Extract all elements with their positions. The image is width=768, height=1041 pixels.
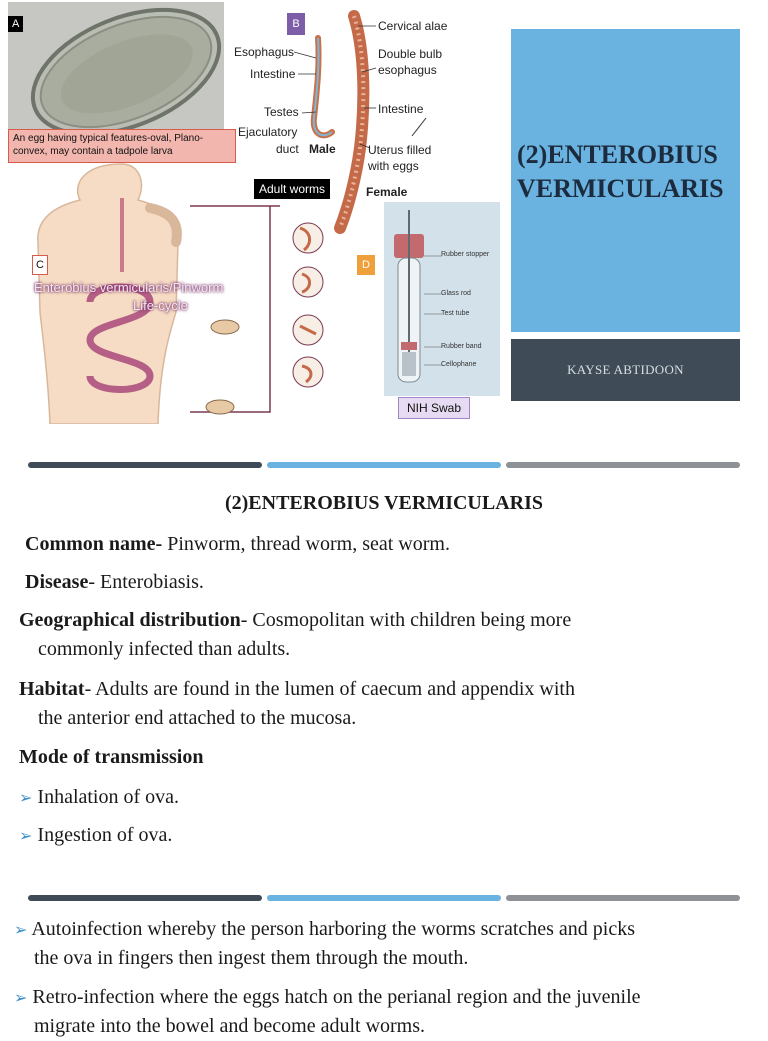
habitat-label: Habitat (19, 678, 85, 700)
mode-heading (19, 743, 203, 772)
common-name-text: Pinworm, thread worm, seat worm. (162, 533, 450, 555)
disease-text: - Enterobiasis. (88, 571, 204, 593)
mode-label: Mode of transmission (19, 746, 204, 768)
divider-segment-dark (28, 462, 262, 468)
author-name: KAYSE ABTIDOON (567, 362, 684, 377)
figure-a-label: A (8, 16, 23, 32)
label-duct: duct (276, 142, 299, 156)
label-uterus: Uterus filled (368, 143, 432, 157)
common-name-paragraph (25, 530, 450, 559)
adult-worms-caption: Adult worms (254, 179, 330, 199)
geo-label: Geographical distribution (19, 609, 241, 631)
bullet-text-line2: the ova in fingers then ingest them through the mouth. (34, 947, 469, 969)
egg-micrograph (8, 2, 224, 132)
list-item (19, 821, 172, 850)
life-cycle-title: Enterobius vermicularis/Pinworm (34, 280, 224, 295)
figure-d-label: D (357, 255, 375, 275)
label-female: Female (366, 185, 408, 199)
life-cycle-subtitle: Life-cycle (133, 298, 188, 313)
label-ejaculatory: Ejaculatory (238, 125, 298, 139)
label-rubber-band: Rubber band (441, 343, 482, 350)
habitat-text-2: the anterior end attached to the mucosa. (38, 707, 357, 729)
common-name-label: Common name- (25, 533, 163, 555)
label-male: Male (309, 142, 336, 156)
arrow-bullet-icon: ➢ (14, 920, 28, 939)
label-esophagus: Esophagus (234, 45, 295, 59)
divider-segment-dark (28, 895, 262, 901)
label-esophagus-female: esophagus (378, 63, 437, 77)
label-rubber-stopper: Rubber stopper (441, 251, 490, 258)
divider-segment-gray (506, 895, 740, 901)
list-item (19, 783, 179, 812)
arrow-bullet-icon: ➢ (19, 826, 33, 845)
label-glass-rod: Glass rod (441, 290, 471, 297)
label-testes: Testes (264, 105, 299, 119)
label-cellophane: Cellophane (441, 361, 477, 368)
bullet-text-line2: migrate into the bowel and become adult worms. (34, 1015, 426, 1037)
figure-c-label: C (32, 255, 48, 275)
figure-b-label: B (287, 13, 305, 35)
divider-segment-gray (506, 462, 740, 468)
bullet-text-line1: Autoinfection whereby the person harboring the worms scratches and picks (31, 918, 636, 940)
label-male-intestine: Intestine (250, 67, 296, 81)
list-item (14, 915, 762, 973)
slide-title: (2)ENTEROBIUS VERMICULARIS (517, 140, 724, 203)
bullet-text-line1: Retro-infection where the eggs hatch on the perianal region and the juvenile (32, 986, 641, 1008)
arrow-bullet-icon: ➢ (19, 788, 33, 807)
habitat-text-1: - Adults are found in the lumen of caecum and appendix with (84, 678, 575, 700)
label-with-eggs: with eggs (368, 159, 419, 173)
disease-paragraph (25, 568, 204, 597)
label-female-intestine: Intestine (378, 102, 424, 116)
arrow-bullet-icon: ➢ (14, 988, 28, 1007)
section-heading: (2)ENTEROBIUS VERMICULARIS (224, 492, 544, 514)
geo-paragraph (19, 606, 759, 664)
bullet-text: Ingestion of ova. (37, 824, 173, 846)
geo-text-2: commonly infected than adults. (38, 638, 291, 660)
divider-segment-blue (267, 895, 501, 901)
divider-segment-blue (267, 462, 501, 468)
label-test-tube: Test tube (441, 310, 470, 317)
disease-label: Disease (25, 571, 89, 593)
label-cervical-alae: Cervical alae (378, 19, 448, 33)
habitat-paragraph (19, 675, 759, 733)
egg-caption: An egg having typical features-oval, Plano-convex, may contain a tadpole larva (8, 129, 236, 163)
nih-swab-caption: NIH Swab (398, 397, 470, 419)
label-double-bulb: Double bulb (378, 47, 443, 61)
list-item (14, 983, 762, 1041)
geo-text-1: - Cosmopolitan with children being more (240, 609, 572, 631)
bullet-text: Inhalation of ova. (37, 786, 180, 808)
